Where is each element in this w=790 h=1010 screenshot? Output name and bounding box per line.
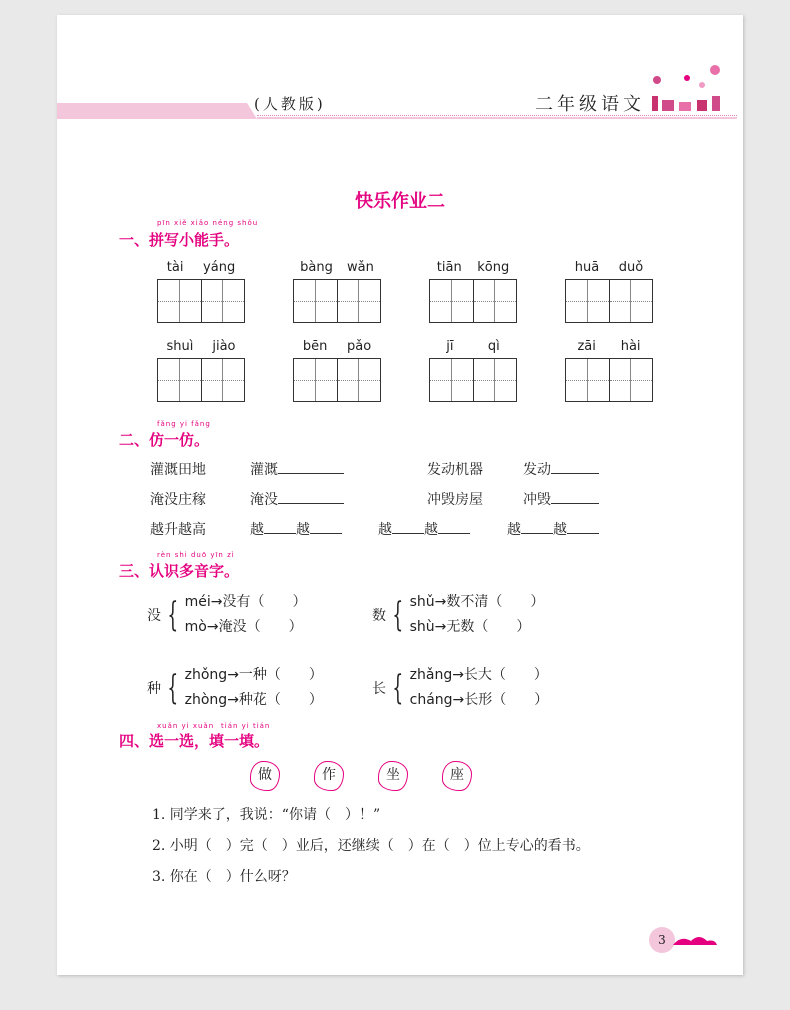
word: 发动 [523,462,551,478]
answer-blank[interactable] [278,473,344,474]
syllable: zāi [577,339,596,354]
section4-heading: 四、选一选，填一填。 [119,732,270,750]
syllable: tiān [436,260,462,275]
answer-blank[interactable] [392,533,424,534]
reading-line: mò→淹没（ ） [184,619,303,635]
phrase: 灌溉田地 [150,462,206,478]
sentence-1: 1. 同学来了，我说：“你请（ ）！” [152,807,381,823]
char-square[interactable] [474,359,517,401]
syllable: kōng [477,260,510,275]
grade-subject-label: 二年级语文 [535,94,645,115]
section1-heading: 一、拼写小能手。 [119,231,240,249]
page-number: 3 [649,927,675,953]
polyphone-char: 没 [147,608,161,624]
pinyin-label [157,260,245,276]
fill-item [378,519,470,539]
polyphone-group [147,590,307,640]
section2-heading: 二、仿一仿。 [119,431,210,449]
section3-heading: 三、认识多音字。 [119,562,240,580]
tianzige-box[interactable] [293,358,381,402]
char-square[interactable] [202,359,245,401]
char-square[interactable] [566,359,610,401]
brace-icon: { [167,595,179,635]
char-square[interactable] [610,280,653,322]
pinyin-writing-cell [293,260,381,323]
syllable: hài [620,339,641,354]
option-flower: 做 [250,761,280,791]
sentence-2: 2. 小明（ ）完（ ）业后，还继续（ ）在（ ）位上专心的看书。 [152,838,590,854]
reading-line: cháng→长形（ ） [409,692,549,708]
word: 灌溉 [250,462,278,478]
reading-line: zhòng→种花（ ） [184,692,323,708]
char-square[interactable] [474,280,517,322]
pinyin-writing-cell [429,260,517,323]
char-square[interactable] [158,359,202,401]
word: 冲毁 [523,492,551,508]
char-square[interactable] [430,359,474,401]
syllable: bàng [300,260,333,275]
reading-line: shù→无数（ ） [409,619,531,635]
pinyin-writing-cell [429,339,517,402]
polyphone-char: 数 [372,608,386,624]
fill-item [250,489,344,509]
answer-blank[interactable] [438,533,470,534]
fill-item [507,519,599,539]
option-flower: 坐 [378,761,408,791]
brace-icon: { [167,668,179,708]
phrase: 发动机器 [427,462,483,478]
answer-blank[interactable] [567,533,599,534]
reading-line: méi→没有（ ） [184,594,307,610]
flower-decoration-icon [647,60,737,112]
tianzige-box[interactable] [157,279,245,323]
pinyin-writing-cell [565,260,653,323]
word: 越升 [150,522,178,538]
worksheet-page [57,15,743,975]
header-band [57,103,257,119]
answer-blank[interactable] [264,533,296,534]
polyphone-char: 长 [372,681,386,697]
syllable: duǒ [618,260,644,275]
edition-label: (人教版) [254,95,326,113]
reading-line: zhǒng→一种（ ） [184,667,323,683]
pinyin-writing-cell [565,339,653,402]
word: 越 [424,522,438,538]
header-rule [257,115,737,119]
syllable: wǎn [347,260,374,275]
char-square[interactable] [338,280,381,322]
sentence-3: 3. 你在（ ）什么呀？ [152,869,296,885]
char-square[interactable] [430,280,474,322]
syllable: jī [446,339,454,354]
polyphone-group [147,663,323,713]
pinyin-writing-cell [157,339,245,402]
answer-blank[interactable] [278,503,344,504]
syllable: qì [487,339,500,354]
phrase: 淹没庄稼 [150,492,206,508]
section4-pinyin-1: xuǎn yi xuǎn [157,722,215,730]
tianzige-box[interactable] [293,279,381,323]
option-flower: 作 [314,761,344,791]
fill-item [523,459,599,479]
word: 越 [378,522,392,538]
word: 越 [296,522,310,538]
char-square[interactable] [202,280,245,322]
reading-line: shǔ→数不清（ ） [409,594,545,610]
syllable: jiào [212,339,236,354]
pinyin-label [429,260,517,276]
syllable: tài [166,260,184,275]
pinyin-label [293,260,381,276]
phrase [150,519,206,539]
tianzige-box[interactable] [429,279,517,323]
tianzige-box[interactable] [565,279,653,323]
pinyin-label [157,339,245,355]
word: 越 [553,522,567,538]
polyphone-char: 种 [147,681,161,697]
pinyin-writing-cell [293,339,381,402]
char-square[interactable] [294,359,338,401]
section4-pinyin-2: tián yi tián [221,722,271,730]
syllable: pǎo [346,339,372,354]
answer-blank[interactable] [551,503,599,504]
answer-blank[interactable] [551,473,599,474]
pinyin-writing-cell [157,260,245,323]
polyphone-group [372,663,548,713]
pinyin-label [429,339,517,355]
char-square[interactable] [566,280,610,322]
word: 淹没 [250,492,278,508]
char-square[interactable] [294,280,338,322]
char-square[interactable] [158,280,202,322]
tianzige-box[interactable] [157,358,245,402]
brace-icon: { [392,595,404,635]
word: 越高 [178,522,206,538]
reading-line: zhǎng→长大（ ） [409,667,548,683]
section2-pinyin: fǎng yi fǎng [157,420,211,428]
tianzige-box[interactable] [429,358,517,402]
syllable: yáng [203,260,236,275]
cloud-decoration-icon [671,931,719,951]
fill-item [523,489,599,509]
pinyin-label [293,339,381,355]
fill-item [250,519,342,539]
word: 越 [507,522,521,538]
word: 越 [250,522,264,538]
answer-blank[interactable] [310,533,342,534]
brace-icon: { [392,668,404,708]
section1-pinyin: pīn xiě xiǎo néng shǒu [157,219,259,227]
pinyin-label [565,260,653,276]
option-flower: 座 [442,761,472,791]
char-square[interactable] [338,359,381,401]
char-square[interactable] [610,359,653,401]
section3-pinyin: rèn shi duō yīn zì [157,551,235,559]
syllable: huā [574,260,600,275]
answer-blank[interactable] [521,533,553,534]
worksheet-title: 快乐作业二 [355,191,445,212]
syllable: bēn [302,339,328,354]
polyphone-group [372,590,544,640]
phrase: 冲毁房屋 [427,492,483,508]
pinyin-label [565,339,653,355]
syllable: shuì [166,339,194,354]
tianzige-box[interactable] [565,358,653,402]
fill-item [250,459,344,479]
